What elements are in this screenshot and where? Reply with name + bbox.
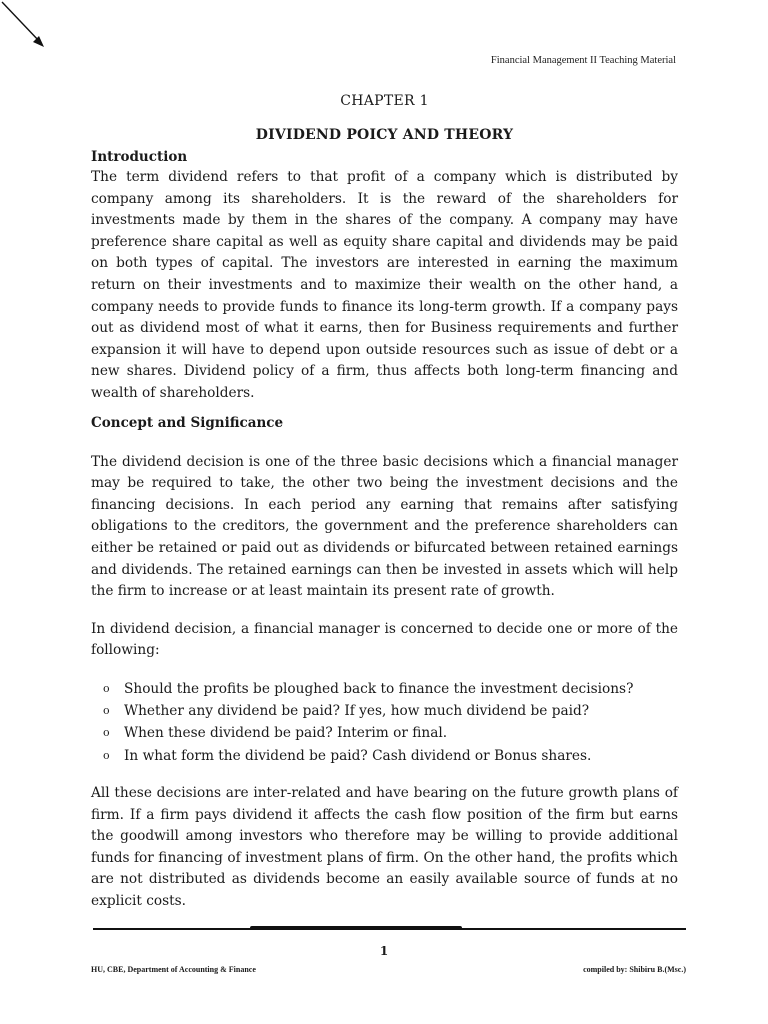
introduction-heading: Introduction xyxy=(91,149,188,165)
chapter-label: CHAPTER 1 xyxy=(340,93,429,109)
list-item: o Whether any dividend be paid? If yes, how much dividend be paid? xyxy=(91,700,678,722)
list-item: o In what form the dividend be paid? Cash dividend or Bonus shares. xyxy=(91,745,678,767)
decision-list xyxy=(91,678,678,767)
list-item: o When these dividend be paid? Interim or final. xyxy=(91,722,678,744)
page-title: DIVIDEND POICY AND THEORY xyxy=(255,127,514,143)
introduction-paragraph: The term dividend refers to that profit of a company which is distributed by company among its shareholders. It is the reward of the shareholders for investments made by them in the shares of the company. A company may have preference share capital as well as equity share capital and dividends may be paid on both types of capital. The investors are interested in earning the maximum return on their investments and to maximize their wealth on the other hand, a company needs to provide funds to finance its long-term growth. If a company pays out as dividend most of what it earns, then for Business requirements and further expansion it will have to depend upon outside resources such as issue of debt or a new shares. Dividend policy of a firm, thus affects both long-term financing and wealth of shareholders. xyxy=(91,169,678,401)
bullet-marker: o xyxy=(103,704,110,718)
concept-paragraph-2: In dividend decision, a financial manager is concerned to decide one or more of the following: xyxy=(91,620,678,659)
bullet-marker: o xyxy=(103,748,110,762)
concept-heading: Concept and Significance xyxy=(91,414,284,431)
page-number: 1 xyxy=(379,944,389,958)
list-item: o Should the profits be ploughed back to finance the investment decisions? xyxy=(91,678,678,700)
document-body xyxy=(91,93,678,913)
footer-department: HU, CBE, Department of Accounting & Finance xyxy=(91,965,256,974)
concept-paragraph-3: All these decisions are inter-related and have bearing on the future growth plans of firm. If a firm pays dividend it affects the cash flow position of the firm but earns the goodwill among investors who therefore may be willing to provide additional funds for financing of investment plans of firm. On the other hand, the profits which are not distributed as dividends become an easily available source of funds at no explicit costs. xyxy=(91,785,678,910)
running-header: Financial Management II Teaching Material xyxy=(490,55,676,66)
footer-author: compiled by: Shibiru B.(Msc.) xyxy=(583,965,686,974)
bullet-marker: o xyxy=(103,681,110,695)
footer-divider-accent xyxy=(250,926,462,930)
arrow-cursor-icon xyxy=(0,0,50,52)
bullet-marker: o xyxy=(103,726,110,740)
concept-paragraph-1: The dividend decision is one of the three basic decisions which a financial manager may be required to take, the other two being the investment decisions and the financing decisions. In each period any earning that remains after satisfying obligations to the creditors, the government and the preference shareholders can either be retained or paid out as dividends or bifurcated between retained earnings and dividends. The retained earnings can then be invested in assets which will help the firm to increase or at least maintain its present rate of growth. xyxy=(91,453,678,600)
